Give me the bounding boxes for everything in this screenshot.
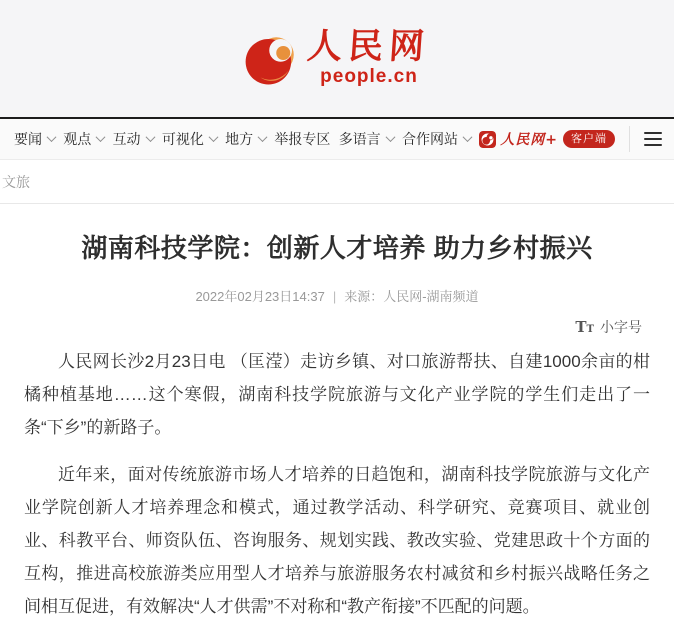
breadcrumb-channel[interactable]: 文旅 <box>2 173 30 190</box>
nav-item-label: 举报专区 <box>274 131 331 147</box>
nav-item-label: 可视化 <box>161 131 204 147</box>
site-header <box>0 0 674 117</box>
logo-text <box>306 25 432 88</box>
nav-item-keshihua[interactable] <box>162 129 217 149</box>
nav-item-label: 合作网站 <box>401 131 458 147</box>
font-size-large-icon: T <box>575 318 587 336</box>
main-nav <box>0 119 674 160</box>
chevron-down-icon <box>208 132 218 142</box>
chevron-down-icon <box>47 132 57 142</box>
chevron-down-icon <box>385 132 395 142</box>
nav-item-label: 地方 <box>225 131 254 147</box>
app-badge-brand-text: 人民网+ <box>500 132 558 148</box>
chevron-down-icon <box>145 132 155 142</box>
app-download-badge[interactable] <box>479 129 615 149</box>
hamburger-menu-icon[interactable] <box>642 128 664 150</box>
chevron-down-icon <box>96 132 106 142</box>
people-cn-flame-icon <box>243 31 299 89</box>
people-cn-logo[interactable] <box>243 25 432 89</box>
app-badge-client-pill: 客户端 <box>563 130 615 148</box>
font-size-control[interactable] <box>24 317 650 337</box>
article-paragraph: 人民网长沙2月23日电 （匡滢）走访乡镇、对口旅游帮扶、自建1000余亩的柑橘种植基地……这个寒假，湖南科技学院旅游与文化产业学院的学生们走出了一条“下乡”的新路子。 <box>24 352 650 437</box>
article-paragraph: 近年来，面对传统旅游市场人才培养的日趋饱和，湖南科技学院旅游与文化产业学院创新人才培养理念和模式，通过教学活动、科学研究、竞赛项目、就业创业、科教平台、师资队伍、咨询服务、规划实践、教改实验、党建思政十个方面的互构，推进高校旅游类应用型人才培养与旅游服务农村减贫和乡村振兴战略任务之间相互促进，有效解决“人才供需”不对称和“教产衔接”不匹配的问题。 <box>24 465 650 616</box>
font-size-label: 小字号 <box>600 319 642 335</box>
logo-cn-text: 人民网 <box>306 25 432 67</box>
nav-divider <box>629 126 630 152</box>
nav-item-yaowen[interactable] <box>14 129 55 149</box>
nav-item-difang[interactable] <box>225 129 266 149</box>
nav-item-jubao[interactable] <box>274 129 330 149</box>
nav-item-label: 互动 <box>112 131 141 147</box>
nav-item-guandian[interactable] <box>63 129 104 149</box>
nav-item-hudong[interactable] <box>113 129 154 149</box>
article-meta <box>24 286 650 305</box>
chevron-down-icon <box>258 132 268 142</box>
article <box>0 204 674 623</box>
nav-item-label: 观点 <box>63 131 92 147</box>
logo-en-text: people.cn <box>320 65 418 87</box>
font-size-small-icon: T <box>586 324 594 335</box>
nav-item-label: 要闻 <box>14 131 42 147</box>
people-app-icon <box>479 131 496 148</box>
meta-separator: | <box>332 289 337 304</box>
article-date: 2022年02月23日14:37 <box>195 289 325 304</box>
article-title: 湖南科技学院：创新人才培养 助力乡村振兴 <box>81 233 593 263</box>
nav-item-label: 多语言 <box>338 131 381 147</box>
breadcrumb-row <box>0 160 674 204</box>
nav-item-hezuo[interactable] <box>402 129 471 149</box>
nav-item-duoyuyan[interactable] <box>339 129 394 149</box>
source-link[interactable]: 人民网-湖南频道 <box>383 289 479 304</box>
chevron-down-icon <box>463 132 473 142</box>
source-label: 来源： <box>344 289 384 304</box>
